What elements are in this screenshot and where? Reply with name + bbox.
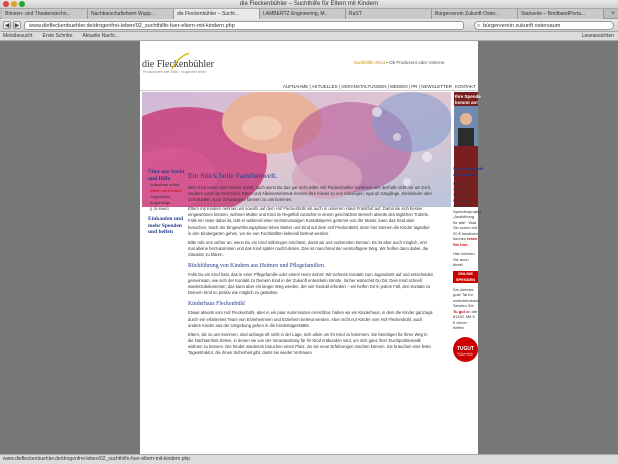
paragraph-6: Eltern, die zu uns kommen, sind anfangs oft nicht in der Lage, sich allein um ihr Kind zu kümmern. Sie benötigen für ihren Weg in die Nüchternheit Zeiten, in denen sie von der Verantwortung für ihr Kind entbunden sind, um sich ganz ihrer Suchtproblematik widmen zu können. Die Kinder wiederum brauchen einen Platz, wo sie neue Erfahrungen machen können. Sie brauchen eine feste Tagesstruktur, die ihnen Sicherheit gibt, damit sie wieder Vertrauen [188, 331, 431, 355]
tab-6[interactable]: Startseite – BreitbandPorta... [518, 9, 604, 19]
paragraph-2: Eltern mit Kindern nehmen wir sowohl auf dem Hof Fleckenbühl als auch in unserem Haus Frankfurt auf. Damit sie sich besser eingewöhnen können, wohnen Mutter und Kind im Regelfall zunächst in einem geschützten Bereich abseits des täglichen Trubels. Falls ein Vater dabei ist, lebt er während einer sechsmonatigen Kontaktsperre getrennt von der Mutter, kann das Kind aber besuchen. Nach der Eingewöhnungsphase leben Mutter und Kind auf dem Hof Fleckenbühl, denn hier können die Kinder tagsüber in den Kindergarten gehen, wo sie von Fachkräften liebevoll betreut werden. [188, 206, 430, 236]
heading-kinderhaus: Kinderhaus Fleckenbühl [188, 301, 245, 308]
search-input[interactable] [474, 21, 614, 30]
paragraph-1: Dein Kind leidet unter Deiner Sucht, auch wenn Du das gar nicht willst. Wir Fleckenbühler kümmern uns deshalb nicht nur um Dich, sondern auch um Dein Kind. Eltern und Alleinerziehende können ihre Kinder zu uns mitbringen, egal ob Säuglinge, Kleinkinder oder Schulkinder. Auch Schwangere können zu uns kommen. [188, 185, 432, 203]
bookmark-meistbesucht[interactable]: Meistbesucht [3, 33, 33, 39]
sms-text-2: an die 81190. Mit 5 € clever helfen. [453, 308, 477, 330]
ad-line-1: Ihre Spende [455, 94, 481, 99]
sidebar-heading[interactable]: Über uns Sucht und Hilfe [148, 169, 185, 182]
sidebar-item-aufnahme[interactable]: Aufnahme sofort [150, 182, 180, 187]
paragraph-5: Etwas abseits vom Hof Fleckenbühl, aber in ein paar Autominuten erreichbar, haben wir ein Kinderhaus, in dem die Kinder ganztags durch ein erfahrenes Team von Erzieherinnen und Erziehern betreut werden. Aber nicht nur Kinder vom Hof Fleckenbühl, auch andere Kinder aus der Umgebung gehen in die Kindertagesstätte. [188, 310, 433, 328]
status-bar: www.diefleckenbuehler.de/drogenfrei-leben/02_suchthilfe-fuer-eltern-mit-kindern.php [0, 454, 618, 464]
tab-0[interactable]: Brinsen- und Theaterstechn... [2, 9, 88, 19]
search-icon: ⌕ [477, 23, 481, 29]
paragraph-4: Falls Du ein Kind hast, das in einer Pflegefamilie oder einem Heim wohnt: Wir nehmen Kontakt zum Jugendamt auf und entscheiden gemeinsam, wie sich der Kontakt zu Deinem Kind in der Zukunft entwickeln könnte. Sicher wünschst Du Dir, Dein Kind schnell wiederzubekommen; das kann aber ein langer Weg werden, der viel Geduld erfordert – wir helfen Dir in jedem Fall, den Kontakt zu Deinem Kind so positiv wie möglich zu gestalten. [188, 272, 434, 296]
sms-donation-text [453, 286, 481, 331]
sidebar-item-btmg[interactable]: § 35 BtMG [150, 206, 170, 211]
site-logo[interactable]: die Fleckenbühler [142, 59, 214, 70]
ad-person-photo [454, 106, 478, 146]
sms-code: Tu gut [453, 308, 465, 314]
spendenprojekt-heading: Spendenprojekt des Herbstes [453, 166, 484, 177]
search-value: bürgerverein zukunft ostersaum [483, 23, 561, 29]
window-titlebar [0, 0, 618, 9]
page-container [140, 41, 484, 454]
spendenprojekt-body: Bitte helfen Sie mit! Spenden Sie für unser aktuelles Spendenprojekt „Ausbildung für alle“. Was Sie schon mit 20 € bewirken können [453, 181, 482, 241]
main-nav [140, 83, 478, 91]
spendenprojekt-text [453, 181, 482, 247]
bookmark-erste-schritte[interactable]: Erste Schritte [42, 33, 73, 39]
url-input[interactable]: www.diefleckenbuehler.de/drogenfrei-leben/02_suchthilfe-fuer-eltern-mit-kindern.php [24, 21, 464, 30]
top-tabs [354, 60, 444, 65]
tab-bar [0, 9, 618, 19]
direct-donation-text: Hier können Sie auch direkt [453, 251, 475, 267]
spendenprojekt-link[interactable]: lesen Sie hier. [453, 236, 478, 247]
top-tab-separator: • [386, 60, 388, 65]
sidebar-item-jugendhilfe[interactable]: Jugendhilfe [150, 194, 171, 199]
tugut-label: TUGUT [456, 345, 475, 352]
reading-list-button[interactable]: Leseansichten [581, 33, 614, 39]
top-tab-suchthilfe[interactable]: Suchthilfe 2014 [354, 60, 386, 65]
sidebar-heading-2[interactable]: Einkaufen und mehr Spenden und helfen [148, 216, 184, 235]
forward-button[interactable]: ▶ [14, 23, 20, 29]
heading-rueckfuehrung: Rückführung von Kindern aus Heimen und Pflegefamilien. [188, 263, 326, 270]
site-logo-tagline: Produzenten seit 1984 · drogenfrei leben [143, 70, 207, 74]
browser-toolbar [0, 19, 618, 32]
tugut-seal-text: Die Fleckenbühler · CHARITY SHOP [456, 352, 475, 357]
bookmarks-bar [0, 32, 618, 41]
online-spenden-button[interactable]: ONLINE SPENDEN [453, 271, 478, 283]
tab-2-active[interactable]: die Fleckenbühler – Sucht... [174, 9, 260, 19]
tab-5[interactable]: Bürgerverein Zukunft Oster... [432, 9, 518, 19]
main-content [188, 171, 434, 359]
tugut-seal[interactable] [453, 337, 478, 362]
right-column [453, 166, 484, 362]
sidebar-item-angehoerige[interactable]: Angehörige [150, 200, 171, 205]
tab-4[interactable]: RaST [346, 9, 432, 19]
sms-text-1: Die kleinste gute Tat für zwischendurch: Senden Sie [453, 286, 481, 308]
tab-3[interactable]: LAMBERTZ Engineering, M... [260, 9, 346, 19]
page-title: Ein Stück heile Familienwelt. [188, 171, 278, 180]
back-button[interactable]: ◀ [4, 23, 10, 29]
main-nav-links[interactable]: AUFNAHME | AKTUELLES | VERANSTALTUNGEN | MEDIEN | PR | NEWSLETTER [283, 84, 452, 89]
sidebar-item-eltern[interactable]: Eltern mit Kindern [150, 188, 182, 193]
logo-swoosh-icon [170, 51, 190, 71]
paragraph-3: Bitte rufe uns vorher an, wenn Du ein Kind mitbringen möchtest, damit wir uns vorbereiten können. Es ist aber auch möglich, erst mal alleine herzukommen und das Kind später nachzuholen. Das ist manchmal der vernünftigere Weg. Wir helfen dann dabei, die Situation zu klären. [188, 239, 429, 257]
page-viewport[interactable] [0, 41, 618, 454]
new-tab-button[interactable]: + [610, 10, 616, 17]
ad-line-2: kommt an! [455, 100, 478, 105]
tab-1[interactable]: Nachbarschaftsheim Wupp... [88, 9, 174, 19]
bookmark-aktuelle-nachrichten[interactable]: Aktuelle Nachr... [82, 33, 119, 39]
window-title: die Fleckenbühler – Suchthilfe für Eltern mit Kindern [239, 1, 379, 7]
top-tab-produzent[interactable]: Ob Produzent oder Unterne [389, 60, 445, 65]
left-sidebar [148, 169, 190, 236]
nav-kontakt[interactable]: KONTAKT [455, 84, 476, 89]
